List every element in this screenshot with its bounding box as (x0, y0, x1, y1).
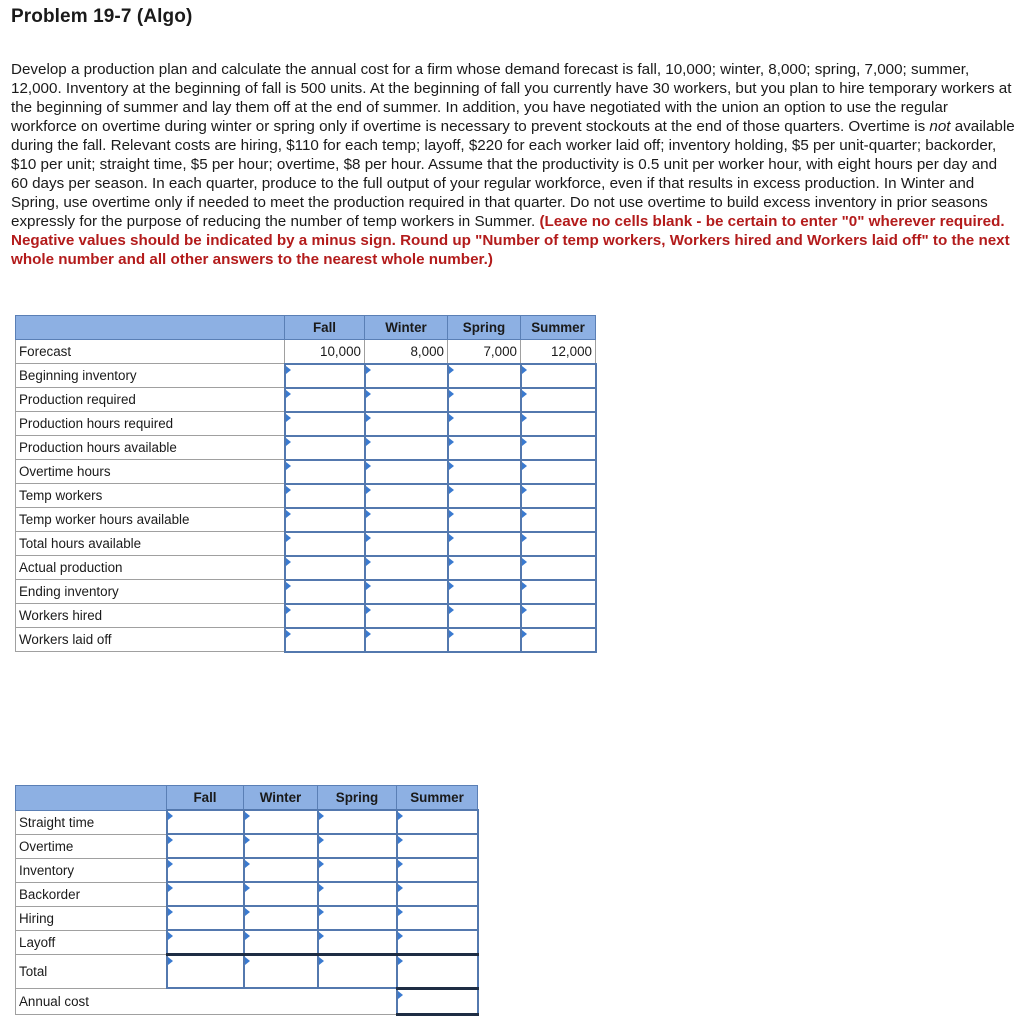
ending-inventory-winter-cell[interactable] (365, 580, 448, 604)
cost-row-layoff (16, 930, 478, 954)
cost-header-winter: Winter (244, 786, 318, 811)
cost-overtime-fall-input[interactable] (168, 839, 243, 854)
cost-inventory-winter-input[interactable] (245, 863, 317, 878)
cost-inventory-fall-input[interactable] (168, 863, 243, 878)
cost-hiring-fall-cell[interactable] (167, 906, 244, 930)
production-hours-required-fall-input[interactable] (286, 416, 364, 431)
cost-layoff-summer-input[interactable] (398, 934, 477, 949)
production-required-spring-cell[interactable] (448, 388, 521, 412)
beginning-inventory-spring-cell[interactable] (448, 364, 521, 388)
ending-inventory-summer-cell[interactable] (521, 580, 596, 604)
workers-laid-off-summer-input[interactable] (522, 632, 595, 647)
production-hours-available-spring-cell[interactable] (448, 436, 521, 460)
temp-worker-hours-available-fall-input[interactable] (286, 512, 364, 527)
actual-production-fall-cell[interactable] (285, 556, 365, 580)
cost-backorder-winter-input[interactable] (245, 887, 317, 902)
production-hours-required-summer-cell[interactable] (521, 412, 596, 436)
cost-inventory-spring-input[interactable] (319, 863, 396, 878)
cost-overtime-summer-cell[interactable] (397, 834, 478, 858)
cost-row-label: Layoff (16, 930, 167, 954)
page-title: Problem 19-7 (Algo) (11, 6, 193, 27)
forecast-fall: 10,000 (285, 340, 365, 364)
production-row-beginning-inventory (16, 364, 596, 388)
actual-production-summer-cell[interactable] (521, 556, 596, 580)
forecast-spring: 7,000 (448, 340, 521, 364)
production-required-summer-cell[interactable] (521, 388, 596, 412)
production-plan-table (15, 315, 597, 653)
cost-inventory-fall-cell[interactable] (167, 858, 244, 882)
cost-straight-time-spring-cell[interactable] (318, 810, 397, 834)
beginning-inventory-fall-input[interactable] (286, 368, 364, 383)
workers-hired-winter-input[interactable] (366, 608, 447, 623)
overtime-hours-winter-input[interactable] (366, 464, 447, 479)
production-hours-available-spring-input[interactable] (449, 440, 520, 455)
forecast-label: Forecast (16, 340, 285, 364)
cost-backorder-summer-cell[interactable] (397, 882, 478, 906)
cost-header-summer: Summer (397, 786, 478, 811)
production-row-overtime-hours (16, 460, 596, 484)
total-summer-input[interactable] (398, 956, 477, 987)
production-header-spring: Spring (448, 316, 521, 340)
temp-worker-hours-available-winter-cell[interactable] (365, 508, 448, 532)
forecast-row (16, 340, 596, 364)
workers-laid-off-spring-input[interactable] (449, 632, 520, 647)
overtime-hours-winter-cell[interactable] (365, 460, 448, 484)
production-hours-available-summer-input[interactable] (522, 440, 595, 455)
production-header-winter: Winter (365, 316, 448, 340)
cost-overtime-winter-input[interactable] (245, 839, 317, 854)
cost-inventory-summer-cell[interactable] (397, 858, 478, 882)
production-row-label: Production required (16, 388, 285, 412)
ending-inventory-spring-cell[interactable] (448, 580, 521, 604)
production-row-label: Production hours available (16, 436, 285, 460)
production-header-blank (16, 316, 285, 340)
workers-hired-fall-cell[interactable] (285, 604, 365, 628)
production-required-winter-input[interactable] (366, 392, 447, 407)
total-hours-available-summer-input[interactable] (522, 536, 595, 551)
production-row-label: Ending inventory (16, 580, 285, 604)
forecast-summer: 12,000 (521, 340, 596, 364)
production-hours-available-winter-input[interactable] (366, 440, 447, 455)
beginning-inventory-summer-input[interactable] (522, 368, 595, 383)
temp-worker-hours-available-fall-cell[interactable] (285, 508, 365, 532)
beginning-inventory-winter-cell[interactable] (365, 364, 448, 388)
production-required-summer-input[interactable] (522, 392, 595, 407)
production-required-spring-input[interactable] (449, 392, 520, 407)
overtime-hours-summer-cell[interactable] (521, 460, 596, 484)
workers-hired-summer-input[interactable] (522, 608, 595, 623)
cost-straight-time-winter-input[interactable] (245, 815, 317, 830)
cost-backorder-summer-input[interactable] (398, 887, 477, 902)
production-row-label: Actual production (16, 556, 285, 580)
cost-layoff-spring-cell[interactable] (318, 930, 397, 954)
actual-production-summer-input[interactable] (522, 560, 595, 575)
overtime-hours-spring-input[interactable] (449, 464, 520, 479)
cost-hiring-winter-cell[interactable] (244, 906, 318, 930)
workers-laid-off-winter-input[interactable] (366, 632, 447, 647)
total-hours-available-summer-cell[interactable] (521, 532, 596, 556)
temp-worker-hours-available-summer-cell[interactable] (521, 508, 596, 532)
cost-layoff-fall-cell[interactable] (167, 930, 244, 954)
beginning-inventory-spring-input[interactable] (449, 368, 520, 383)
cost-overtime-spring-input[interactable] (319, 839, 396, 854)
actual-production-winter-input[interactable] (366, 560, 447, 575)
temp-workers-summer-cell[interactable] (521, 484, 596, 508)
ending-inventory-summer-input[interactable] (522, 584, 595, 599)
cost-header-blank (16, 786, 167, 811)
production-hours-required-winter-cell[interactable] (365, 412, 448, 436)
production-required-fall-cell[interactable] (285, 388, 365, 412)
actual-production-spring-input[interactable] (449, 560, 520, 575)
annual-cost-cell[interactable] (397, 988, 478, 1015)
ending-inventory-spring-input[interactable] (449, 584, 520, 599)
production-row-label: Beginning inventory (16, 364, 285, 388)
cost-inventory-winter-cell[interactable] (244, 858, 318, 882)
actual-production-fall-input[interactable] (286, 560, 364, 575)
overtime-hours-fall-cell[interactable] (285, 460, 365, 484)
total-fall-input[interactable] (168, 956, 243, 988)
cost-layoff-winter-cell[interactable] (244, 930, 318, 954)
production-hours-required-fall-cell[interactable] (285, 412, 365, 436)
workers-hired-winter-cell[interactable] (365, 604, 448, 628)
temp-worker-hours-available-spring-cell[interactable] (448, 508, 521, 532)
cost-backorder-fall-input[interactable] (168, 887, 243, 902)
production-header-summer: Summer (521, 316, 596, 340)
beginning-inventory-fall-cell[interactable] (285, 364, 365, 388)
production-row-label: Temp worker hours available (16, 508, 285, 532)
production-row-label: Workers laid off (16, 628, 285, 652)
cost-row-inventory (16, 858, 478, 882)
workers-hired-spring-input[interactable] (449, 608, 520, 623)
total-hours-available-winter-cell[interactable] (365, 532, 448, 556)
cost-row-label: Overtime (16, 834, 167, 858)
annual-cost-label: Annual cost (16, 988, 397, 1015)
workers-hired-summer-cell[interactable] (521, 604, 596, 628)
production-row-actual-production (16, 556, 596, 580)
production-hours-required-spring-input[interactable] (449, 416, 520, 431)
problem-text-part2: available during the fall. Relevant costs are hiring, $110 for each temp; layoff, $220 for each worker laid off; inventory holding, $5 per unit-quarter; backorder, $10 per unit; straight time, $5 per hour; overtime, $8 per hour. Assume that the productivity is 0.5 unit per worker hour, with eight hours per day and 60 days per season. In each quarter, produce to the full output of your regular workforce, even if that results in excess production. In Winter and Spring, use overtime only if needed to meet the production required in that quarter. Do not use overtime to build excess inventory in prior seasons expressly for the purpose of reducing the number of temp workers in Summer. (11, 118, 1015, 230)
production-row-label: Workers hired (16, 604, 285, 628)
cost-straight-time-spring-input[interactable] (319, 815, 396, 830)
problem-emphasis: not (929, 118, 951, 135)
cost-backorder-winter-cell[interactable] (244, 882, 318, 906)
total-fall-cell[interactable] (167, 954, 244, 988)
production-header-row (16, 316, 596, 340)
workers-laid-off-summer-cell[interactable] (521, 628, 596, 652)
actual-production-winter-cell[interactable] (365, 556, 448, 580)
cost-row-label: Hiring (16, 906, 167, 930)
cost-row-backorder (16, 882, 478, 906)
total-hours-available-fall-input[interactable] (286, 536, 364, 551)
temp-worker-hours-available-spring-input[interactable] (449, 512, 520, 527)
cost-overtime-summer-input[interactable] (398, 839, 477, 854)
production-hours-required-spring-cell[interactable] (448, 412, 521, 436)
cost-inventory-summer-input[interactable] (398, 863, 477, 878)
cost-layoff-spring-input[interactable] (319, 934, 396, 949)
production-row-label: Temp workers (16, 484, 285, 508)
workers-hired-fall-input[interactable] (286, 608, 364, 623)
cost-hiring-summer-input[interactable] (398, 911, 477, 926)
ending-inventory-fall-cell[interactable] (285, 580, 365, 604)
cost-header-fall: Fall (167, 786, 244, 811)
total-summer-cell[interactable] (397, 954, 478, 988)
production-hours-required-winter-input[interactable] (366, 416, 447, 431)
cost-layoff-fall-input[interactable] (168, 934, 243, 949)
cost-straight-time-winter-cell[interactable] (244, 810, 318, 834)
production-required-fall-input[interactable] (286, 392, 364, 407)
total-hours-available-fall-cell[interactable] (285, 532, 365, 556)
production-row-total-hours-available (16, 532, 596, 556)
cost-row-total (16, 954, 478, 988)
workers-laid-off-winter-cell[interactable] (365, 628, 448, 652)
cost-header-row (16, 786, 478, 811)
problem-instructions: (Leave no cells blank - be certain to enter "0" wherever required. Negative values should be indicated by a minus sign. Round up "Number of temp workers, Workers hired and Workers laid off" to the next whole number and all other answers to the nearest whole number.) (11, 213, 1010, 268)
temp-workers-spring-cell[interactable] (448, 484, 521, 508)
temp-workers-winter-cell[interactable] (365, 484, 448, 508)
temp-workers-fall-cell[interactable] (285, 484, 365, 508)
production-row-label: Overtime hours (16, 460, 285, 484)
cost-hiring-fall-input[interactable] (168, 911, 243, 926)
beginning-inventory-summer-cell[interactable] (521, 364, 596, 388)
cost-hiring-spring-cell[interactable] (318, 906, 397, 930)
total-winter-input[interactable] (245, 956, 317, 988)
cost-row-straight-time (16, 810, 478, 834)
cost-header-spring: Spring (318, 786, 397, 811)
temp-worker-hours-available-winter-input[interactable] (366, 512, 447, 527)
production-row-production-hours-required (16, 412, 596, 436)
forecast-winter: 8,000 (365, 340, 448, 364)
problem-statement (11, 60, 1015, 269)
annual-cost-input[interactable] (398, 994, 477, 1009)
actual-production-spring-cell[interactable] (448, 556, 521, 580)
total-hours-available-winter-input[interactable] (366, 536, 447, 551)
cost-layoff-summer-cell[interactable] (397, 930, 478, 954)
production-row-label: Production hours required (16, 412, 285, 436)
production-hours-available-fall-cell[interactable] (285, 436, 365, 460)
cost-row-label: Inventory (16, 858, 167, 882)
total-winter-cell[interactable] (244, 954, 318, 988)
temp-workers-summer-input[interactable] (522, 488, 595, 503)
temp-workers-spring-input[interactable] (449, 488, 520, 503)
ending-inventory-fall-input[interactable] (286, 584, 364, 599)
cost-straight-time-fall-input[interactable] (168, 815, 243, 830)
cost-backorder-fall-cell[interactable] (167, 882, 244, 906)
production-row-production-required (16, 388, 596, 412)
cost-backorder-spring-input[interactable] (319, 887, 396, 902)
cost-row-label: Backorder (16, 882, 167, 906)
cost-overtime-winter-cell[interactable] (244, 834, 318, 858)
workers-laid-off-fall-cell[interactable] (285, 628, 365, 652)
cost-straight-time-fall-cell[interactable] (167, 810, 244, 834)
production-row-workers-hired (16, 604, 596, 628)
cost-hiring-summer-cell[interactable] (397, 906, 478, 930)
production-row-ending-inventory (16, 580, 596, 604)
cost-row-annual (16, 988, 478, 1015)
temp-worker-hours-available-summer-input[interactable] (522, 512, 595, 527)
production-row-label: Total hours available (16, 532, 285, 556)
total-spring-cell[interactable] (318, 954, 397, 988)
production-hours-required-summer-input[interactable] (522, 416, 595, 431)
ending-inventory-winter-input[interactable] (366, 584, 447, 599)
cost-layoff-winter-input[interactable] (245, 934, 317, 949)
cost-straight-time-summer-cell[interactable] (397, 810, 478, 834)
total-label: Total (16, 954, 167, 988)
temp-workers-fall-input[interactable] (286, 488, 364, 503)
problem-text-part1: Develop a production plan and calculate the annual cost for a firm whose demand forecast is fall, 10,000; winter, 8,000; spring, 7,000; summer, 12,000. Inventory at the beginning of fall is 500 units. At the beginning of fall you currently have 30 workers, but you plan to hire temporary workers at the beginning of summer and lay them off at the end of summer. In addition, you have negotiated with the union an option to use the regular workforce on overtime during winter or spring only if overtime is necessary to prevent stockouts at the end of those quarters. Overtime is (11, 61, 1012, 135)
production-header-fall: Fall (285, 316, 365, 340)
beginning-inventory-winter-input[interactable] (366, 368, 447, 383)
cost-row-hiring (16, 906, 478, 930)
cost-overtime-spring-cell[interactable] (318, 834, 397, 858)
temp-workers-winter-input[interactable] (366, 488, 447, 503)
production-hours-available-winter-cell[interactable] (365, 436, 448, 460)
cost-overtime-fall-cell[interactable] (167, 834, 244, 858)
workers-laid-off-fall-input[interactable] (286, 632, 364, 647)
cost-straight-time-summer-input[interactable] (398, 815, 477, 830)
total-hours-available-spring-input[interactable] (449, 536, 520, 551)
cost-backorder-spring-cell[interactable] (318, 882, 397, 906)
cost-row-overtime (16, 834, 478, 858)
production-row-temp-worker-hours-available (16, 508, 596, 532)
production-row-temp-workers (16, 484, 596, 508)
overtime-hours-fall-input[interactable] (286, 464, 364, 479)
cost-inventory-spring-cell[interactable] (318, 858, 397, 882)
production-row-production-hours-available (16, 436, 596, 460)
workers-hired-spring-cell[interactable] (448, 604, 521, 628)
workers-laid-off-spring-cell[interactable] (448, 628, 521, 652)
production-required-winter-cell[interactable] (365, 388, 448, 412)
cost-hiring-spring-input[interactable] (319, 911, 396, 926)
cost-hiring-winter-input[interactable] (245, 911, 317, 926)
overtime-hours-summer-input[interactable] (522, 464, 595, 479)
cost-row-label: Straight time (16, 810, 167, 834)
production-hours-available-summer-cell[interactable] (521, 436, 596, 460)
total-hours-available-spring-cell[interactable] (448, 532, 521, 556)
production-hours-available-fall-input[interactable] (286, 440, 364, 455)
overtime-hours-spring-cell[interactable] (448, 460, 521, 484)
total-spring-input[interactable] (319, 956, 396, 988)
production-row-workers-laid-off (16, 628, 596, 652)
cost-table (15, 785, 479, 1016)
